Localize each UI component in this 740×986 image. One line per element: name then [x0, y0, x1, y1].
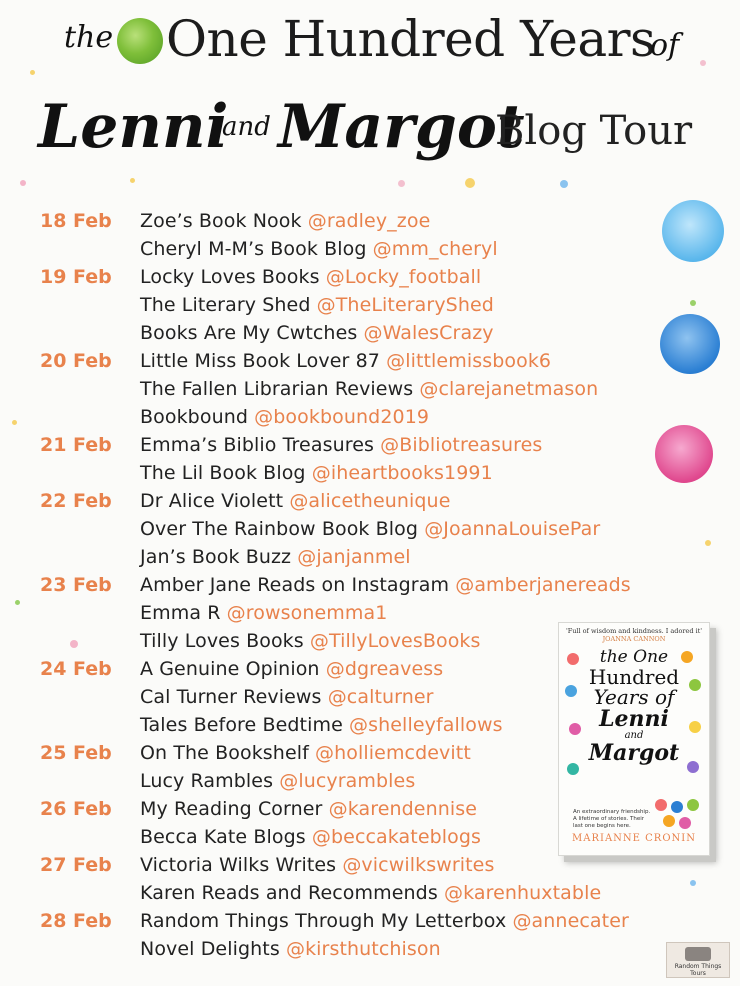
- blog-name: Cheryl M-M’s Book Blog: [140, 238, 367, 260]
- title-the: the: [64, 20, 114, 55]
- book-title-line: Years of: [593, 685, 675, 709]
- blog-name: Jan’s Book Buzz: [140, 546, 292, 568]
- blog-handle: @karendennise: [328, 798, 478, 820]
- blog-name: The Literary Shed: [140, 294, 311, 316]
- blog-name: Bookbound: [140, 406, 249, 428]
- tour-date: 24 Feb: [40, 658, 112, 680]
- book-dot: [565, 685, 577, 697]
- book-stack-icon: [685, 947, 711, 961]
- tour-date: 21 Feb: [40, 434, 112, 456]
- tour-date: 23 Feb: [40, 574, 112, 596]
- tour-date: 26 Feb: [40, 798, 112, 820]
- blog-handle: @mm_cheryl: [372, 238, 498, 260]
- blog-name: Zoe’s Book Nook: [140, 210, 302, 232]
- blog-name: Random Things Through My Letterbox: [140, 910, 507, 932]
- book-dot: [567, 763, 579, 775]
- splatter-dot: [15, 600, 20, 605]
- blog-handle: @TillyLovesBooks: [309, 630, 481, 652]
- blog-name: Emma’s Biblio Treasures: [140, 434, 375, 456]
- blog-handle: @Locky_football: [325, 266, 482, 288]
- book-dot: [663, 815, 675, 827]
- blog-name: Cal Turner Reviews: [140, 686, 322, 708]
- blog-name: Dr Alice Violett: [140, 490, 284, 512]
- blog-name: Locky Loves Books: [140, 266, 320, 288]
- book-dot: [679, 817, 691, 829]
- blog-handle: @TheLiteraryShed: [316, 294, 494, 316]
- blog-handle: @annecater: [512, 910, 629, 932]
- book-dot: [569, 723, 581, 735]
- splatter-dot: [690, 880, 696, 886]
- splatter-dot: [12, 420, 17, 425]
- tour-date: 19 Feb: [40, 266, 112, 288]
- book-dot: [567, 653, 579, 665]
- splatter-dot: [690, 300, 696, 306]
- blog-name: Novel Delights: [140, 938, 280, 960]
- book-title-line: the One: [599, 647, 669, 667]
- title-one-hundred-years: One Hundred Years: [166, 10, 656, 68]
- splatter-dot: [70, 640, 78, 648]
- book-dot: [655, 799, 667, 811]
- blog-handle: @calturner: [327, 686, 434, 708]
- book-title-line: Margot: [588, 740, 680, 766]
- poster-title: [0, 0, 740, 200]
- book-author: MARIANNE CRONIN: [572, 833, 696, 844]
- blog-handle: @dgreavess: [325, 658, 444, 680]
- book-title-line: Lenni: [599, 706, 669, 732]
- blog-handle: @kirsthutchison: [285, 938, 441, 960]
- tour-date: 28 Feb: [40, 910, 112, 932]
- blog-handle: @beccakateblogs: [311, 826, 482, 848]
- blog-handle: @iheartbooks1991: [311, 462, 493, 484]
- blog-handle: @janjanmel: [297, 546, 411, 568]
- blog-handle: @shelleyfallows: [349, 714, 503, 736]
- blog-handle: @lucyrambles: [279, 770, 416, 792]
- book-title-line: and: [624, 730, 644, 741]
- title-blog-tour: Blog Tour: [495, 108, 693, 154]
- book-title: [559, 647, 709, 765]
- blog-name: Emma R: [140, 602, 221, 624]
- splatter-dot: [705, 540, 711, 546]
- blog-name: My Reading Corner: [140, 798, 323, 820]
- tour-date: 22 Feb: [40, 490, 112, 512]
- blog-handle: @radley_zoe: [307, 210, 431, 232]
- blog-name: Little Miss Book Lover 87: [140, 350, 380, 372]
- blog-name: Lucy Rambles: [140, 770, 274, 792]
- title-of: of: [650, 28, 680, 63]
- blog-name: Becca Kate Blogs: [140, 826, 306, 848]
- book-dot: [689, 721, 701, 733]
- blog-handle: @rowsonemma1: [226, 602, 388, 624]
- tour-date: 27 Feb: [40, 854, 112, 876]
- book-cover: [558, 622, 710, 856]
- book-title-line: Hundred: [588, 665, 680, 689]
- blog-handle: @amberjanereads: [455, 574, 631, 596]
- blog-handle: @holliemcdevitt: [315, 742, 471, 764]
- tour-date: 25 Feb: [40, 742, 112, 764]
- blog-name: The Fallen Librarian Reviews: [140, 378, 414, 400]
- book-quote: [565, 627, 703, 643]
- blog-handle: @littlemissbook6: [386, 350, 552, 372]
- blog-handle: @JoannaLouisePar: [424, 518, 601, 540]
- blog-handle: @Bibliotreasures: [380, 434, 543, 456]
- blog-name: Victoria Wilks Writes: [140, 854, 337, 876]
- blog-handle: @clarejanetmason: [419, 378, 599, 400]
- title-margot: Margot: [278, 92, 525, 162]
- book-dot: [671, 801, 683, 813]
- title-and: and: [222, 112, 271, 142]
- blog-handle: @WalesCrazy: [363, 322, 494, 344]
- book-quote-text: 'Full of wisdom and kindness. I adored it': [565, 627, 703, 635]
- blog-handle: @vicwilkswrites: [342, 854, 495, 876]
- book-dot: [689, 679, 701, 691]
- book-dot: [687, 799, 699, 811]
- dark-blue-watercolor-dot: [660, 314, 720, 374]
- blog-name: Over The Rainbow Book Blog: [140, 518, 419, 540]
- blog-handle: @alicetheunique: [289, 490, 451, 512]
- blog-name: The Lil Book Blog: [140, 462, 306, 484]
- title-lenni: Lenni: [38, 92, 229, 162]
- book-quote-author: JOANNA CANNON: [602, 635, 666, 643]
- blue-watercolor-dot: [662, 200, 724, 262]
- blog-name: On The Bookshelf: [140, 742, 309, 764]
- pink-watercolor-dot: [655, 425, 713, 483]
- tour-date: 18 Feb: [40, 210, 112, 232]
- blog-name: Tilly Loves Books: [140, 630, 304, 652]
- logo-label: Random Things Tours: [674, 963, 722, 977]
- green-circle-icon: [117, 18, 163, 64]
- blog-handle: @bookbound2019: [254, 406, 430, 428]
- book-blurb: An extraordinary friendship. A lifetime of stories. Their last one begins here.: [573, 809, 651, 829]
- blog-name: Books Are My Cwtches: [140, 322, 358, 344]
- blog-name: A Genuine Opinion: [140, 658, 320, 680]
- blog-name: Karen Reads and Recommends: [140, 882, 438, 904]
- random-things-tours-logo: [666, 942, 730, 978]
- blog-name: Amber Jane Reads on Instagram: [140, 574, 450, 596]
- book-dot: [687, 761, 699, 773]
- book-dot: [681, 651, 693, 663]
- tour-date: 20 Feb: [40, 350, 112, 372]
- blog-name: Tales Before Bedtime: [140, 714, 343, 736]
- blog-handle: @karenhuxtable: [443, 882, 602, 904]
